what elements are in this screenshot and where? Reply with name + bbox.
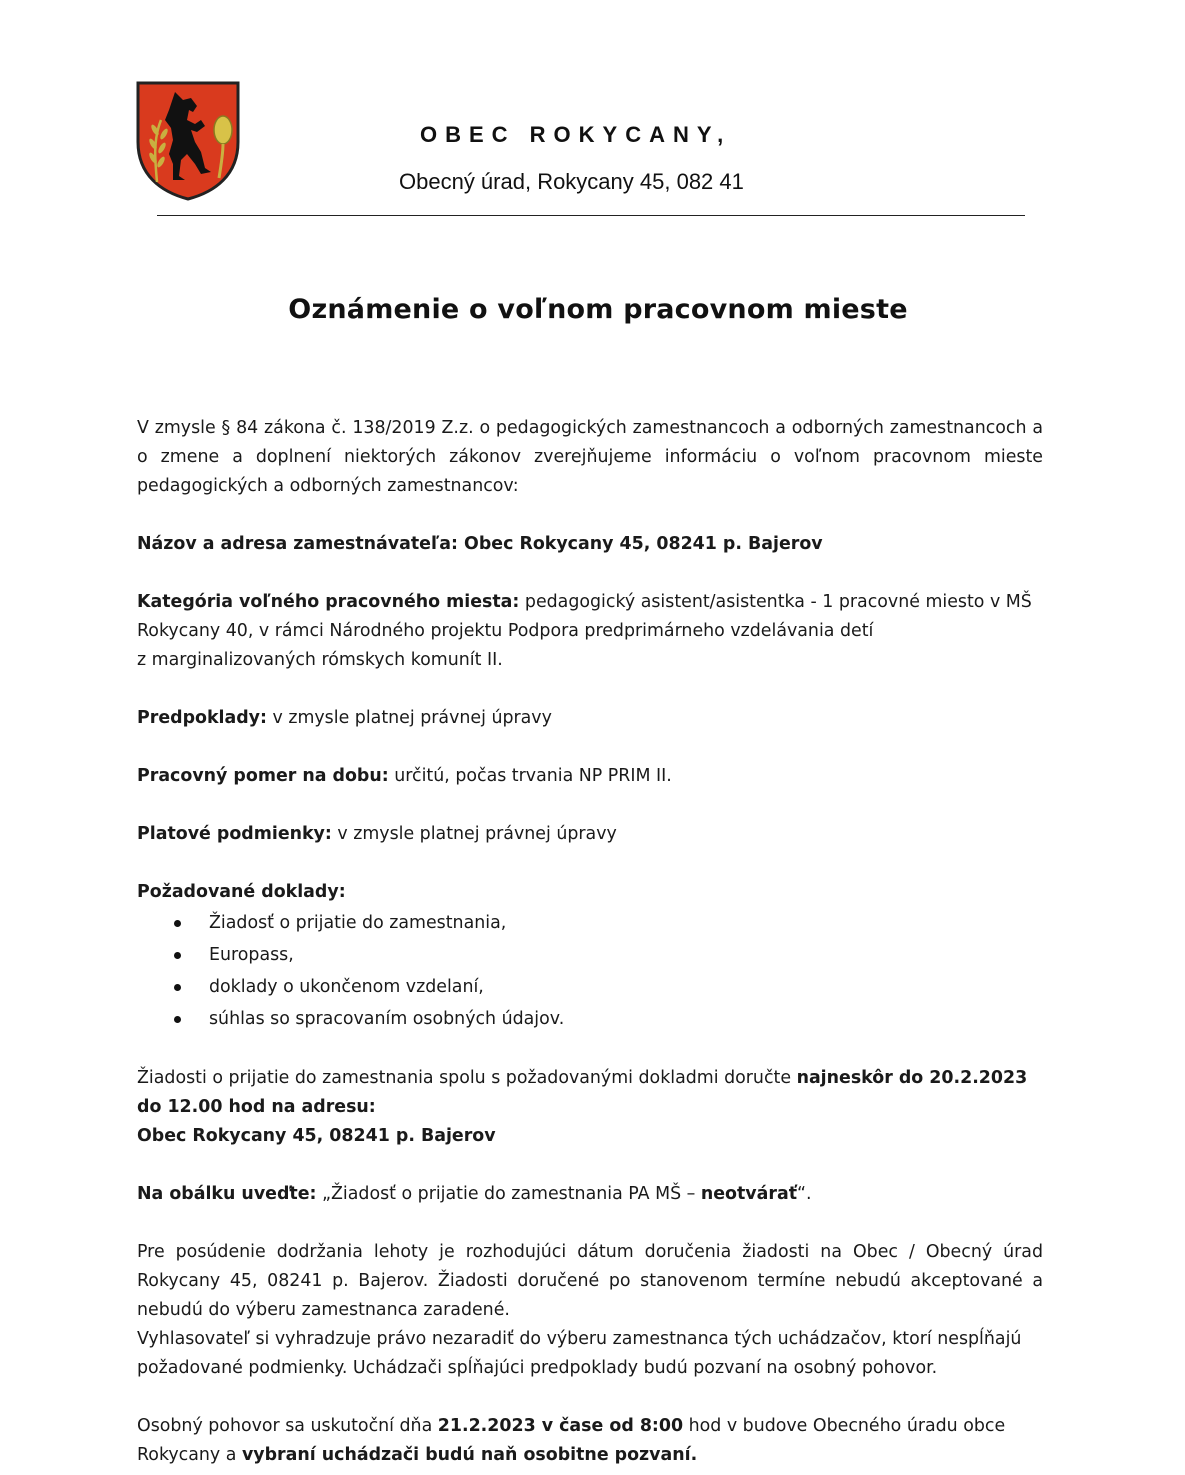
list-item: doklady o ukončenom vzdelaní, <box>137 971 1043 1003</box>
prerequisites-label: Predpoklady: <box>137 708 267 728</box>
list-item: súhlas so spracovaním osobných údajov. <box>137 1003 1043 1035</box>
envelope-label: Na obálku uveďte: <box>137 1184 317 1204</box>
envelope-bold: neotvárať <box>700 1184 798 1204</box>
envelope-end: “. <box>797 1184 812 1204</box>
document-body <box>137 414 1043 1470</box>
list-item: Europass, <box>137 939 1043 971</box>
category-line-3: z marginalizovaných rómskych komunít II. <box>137 650 503 670</box>
deadline-line-2 <box>137 1093 1043 1122</box>
interview-invite: vybraní uchádzači budú naň osobitne pozvaní. <box>241 1445 698 1465</box>
salary-label: Platové podmienky: <box>137 824 332 844</box>
salary-line <box>137 820 1043 849</box>
interview-line-2 <box>137 1441 1043 1470</box>
deadline-address: Obec Rokycany 45, 08241 p. Bajerov <box>137 1126 496 1146</box>
interview-text: Osobný pohovor sa uskutoční dňa <box>137 1416 438 1436</box>
employment-label: Pracovný pomer na dobu: <box>137 766 389 786</box>
municipality-name: OBEC ROKYCANY, <box>420 122 732 147</box>
employer-line <box>137 530 1043 559</box>
documents-heading <box>137 878 1043 907</box>
category-line-2: Rokycany 40, v rámci Národného projektu Podpora predprimárneho vzdelávania detí <box>137 621 874 641</box>
deadline-text: Žiadosti o prijatie do zamestnania spolu s požadovanými dokladmi doručte <box>137 1068 797 1088</box>
interview-line <box>137 1412 1043 1441</box>
interview-text-2: Rokycany a <box>137 1445 242 1465</box>
list-item: Žiadosť o prijatie do zamestnania, <box>137 907 1043 939</box>
category-value: pedagogický asistent/asistentka - 1 pracovné miesto v MŠ <box>519 592 1032 612</box>
prerequisites-value: v zmysle platnej právnej úpravy <box>266 708 552 728</box>
documents-label: Požadované doklady: <box>137 882 346 902</box>
deadline-time: do 12.00 hod na adresu: <box>137 1097 376 1117</box>
document-title: Oznámenie o voľnom pracovnom mieste <box>288 294 908 325</box>
category-line <box>137 588 1043 617</box>
prerequisites-line <box>137 704 1043 733</box>
header-divider <box>157 215 1025 216</box>
category-label: Kategória voľného pracovného miesta: <box>137 592 520 612</box>
salary-value: v zmysle platnej právnej úpravy <box>331 824 617 844</box>
envelope-text: „Žiadosť o prijatie do zamestnania PA MŠ – <box>316 1184 701 1204</box>
office-address: Obecný úrad, Rokycany 45, 082 41 <box>399 169 744 194</box>
reservation-paragraph: Vyhlasovateľ si vyhradzuje právo nezaradiť do výberu zamestnanca tých uchádzačov, ktorí nespĺňajú požadované podmienky. Uchádzači spĺňajúci predpoklady budú pozvaní na osobný pohovor. <box>137 1329 1022 1378</box>
deadline-date: najneskôr do 20.2.2023 <box>796 1068 1028 1088</box>
documents-list <box>137 907 1043 1035</box>
interview-place: hod v budove Obecného úradu obce <box>683 1416 1006 1436</box>
employment-line <box>137 762 1043 791</box>
deadline-line <box>137 1064 1043 1093</box>
employment-value: určitú, počas trvania NP PRIM II. <box>388 766 672 786</box>
deadline-address-line <box>137 1122 1043 1151</box>
coat-of-arms-wolf-icon <box>135 80 241 202</box>
employer-label: Názov a adresa zamestnávateľa: <box>137 534 458 554</box>
intro-paragraph: V zmysle § 84 zákona č. 138/2019 Z.z. o pedagogických zamestnancoch a odborných zamestnancoch a o zmene a doplnení niektorých zákonov zverejňujeme informáciu o voľnom pracovnom mieste pedagogických a odborných zamestnancov: <box>137 418 1043 496</box>
envelope-line <box>137 1180 1043 1209</box>
employer-value: Obec Rokycany 45, 08241 p. Bajerov <box>458 534 823 554</box>
interview-datetime: 21.2.2023 v čase od 8:00 <box>437 1416 684 1436</box>
assessment-paragraph: Pre posúdenie dodržania lehoty je rozhodujúci dátum doručenia žiadosti na Obec / Obecný úrad Rokycany 45, 08241 p. Bajerov. Žiadosti doručené po stanovenom termíne nebudú akceptované a nebudú do výberu zamestnanca zaradené. <box>137 1242 1043 1320</box>
